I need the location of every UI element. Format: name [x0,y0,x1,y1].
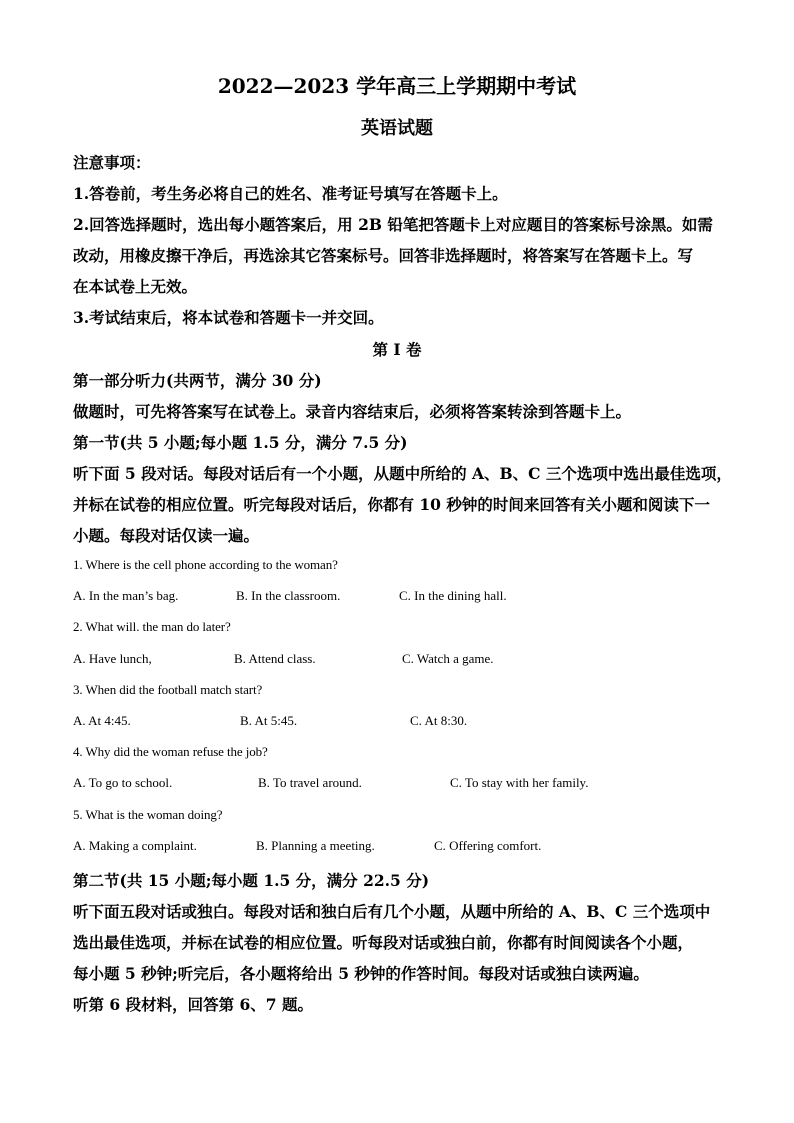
question-5: 5. What is the woman doing? [73,807,223,822]
section1-instruction-line-3: 小题。每段对话仅读一遍。 [73,526,260,545]
option-a: A. Making a complaint. [73,838,197,853]
section2-instruction-line-1: 听下面五段对话或独白。每段对话和独白后有几个小题，从题中所给的 A、B、C 三个选项中 [73,902,711,921]
notice-item-3: 3.考试结束后，将本试卷和答题卡一并交回。 [73,308,384,327]
option-b: B. To travel around. [258,775,362,790]
notice-item-2-line-3: 在本试卷上无效。 [73,277,198,296]
option-c: C. Watch a game. [402,651,494,666]
question-3-options [73,713,723,731]
section2-heading: 第二节(共 15 小题;每小题 1.5 分，满分 22.5 分) [73,871,430,890]
section1-instruction-line-1: 听下面 5 段对话。每段对话后有一个小题，从题中所给的 A、B、C 三个选项中选出最佳选项， [73,464,732,483]
section2-instruction-line-2: 选出最佳选项，并标在试卷的相应位置。听每段对话或独白前，你都有时间阅读各个小题， [73,933,694,952]
question-4: 4. Why did the woman refuse the job? [73,744,268,759]
option-b: B. Planning a meeting. [256,838,375,853]
question-4-options [73,775,723,793]
option-c: C. Offering comfort. [434,838,542,853]
notice-item-1: 1.答卷前，考生务必将自己的姓名、准考证号填写在答题卡上。 [73,184,508,203]
option-c: C. In the dining hall. [399,588,507,603]
question-1: 1. Where is the cell phone according to the woman? [73,557,338,572]
volume-label: 第 I 卷 [372,340,422,359]
option-b: B. Attend class. [234,651,316,666]
part1-instruction: 做题时，可先将答案写在试卷上。录音内容结束后，必须将答案转涂到答题卡上。 [73,402,632,421]
notice-item-2-line-1: 2.回答选择题时，选出每小题答案后，用 2B 铅笔把答题卡上对应题目的答案标号涂黑。如需 [73,215,713,234]
option-a: A. To go to school. [73,775,173,790]
section1-instruction-line-2: 并标在试卷的相应位置。听完每段对话后，你都有 10 秒钟的时间来回答有关小题和阅读下一 [73,495,710,514]
option-c: C. To stay with her family. [450,775,589,790]
question-1-options [73,588,723,606]
section2-instruction-line-3: 每小题 5 秒钟;听完后，各小题将给出 5 秒钟的作答时间。每段对话或独白读两遍。 [73,964,649,983]
option-a: A. Have lunch, [73,651,152,666]
question-5-options [73,838,723,856]
question-2: 2. What will. the man do later? [73,619,231,634]
exam-subtitle: 英语试题 [361,118,433,139]
question-3: 3. When did the football match start? [73,682,263,697]
notice-heading: 注意事项： [73,153,151,172]
option-b: B. In the classroom. [236,588,341,603]
material-6-prompt: 听第 6 段材料，回答第 6、7 题。 [73,995,313,1014]
option-c: C. At 8:30. [410,713,468,728]
option-b: B. At 5:45. [240,713,298,728]
exam-title: 2022—2023 学年高三上学期期中考试 [217,74,577,98]
notice-item-2-line-2: 改动，用橡皮擦干净后，再选涂其它答案标号。回答非选择题时，将答案写在答题卡上。写 [73,246,694,265]
option-a: A. In the man’s bag. [73,588,179,603]
question-2-options [73,651,723,669]
option-a: A. At 4:45. [73,713,131,728]
section1-heading: 第一节(共 5 小题;每小题 1.5 分，满分 7.5 分) [73,433,408,452]
part1-heading: 第一部分听力(共两节，满分 30 分) [73,371,322,390]
